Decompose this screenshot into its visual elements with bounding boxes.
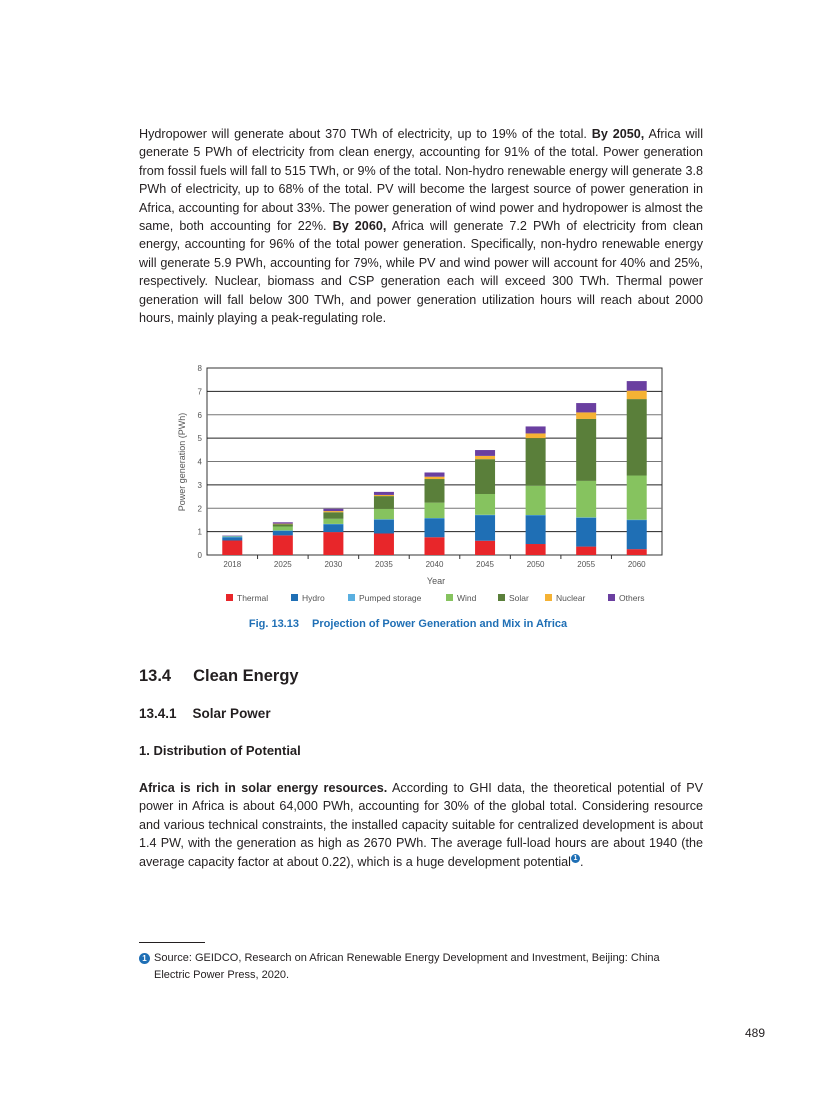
bar-segment-pumped-storage-2060 [627, 520, 647, 521]
bar-segment-wind-2045 [475, 494, 495, 515]
bold-text-run: By 2050, [591, 127, 645, 141]
bar-segment-nuclear-2025 [273, 524, 293, 525]
subsection-title: Solar Power [192, 706, 271, 721]
legend-label: Nuclear [556, 593, 586, 603]
figure-title: Projection of Power Generation and Mix in Africa [312, 618, 568, 630]
bar-segment-hydro-2035 [374, 519, 394, 533]
legend-label: Pumped storage [359, 593, 422, 603]
figure-number: Fig. 13.13 [248, 618, 299, 630]
y-axis-label: Power generation (PWh) [177, 412, 187, 512]
bar-segment-hydro-2055 [576, 518, 596, 547]
footnote-marker-icon: 1 [139, 953, 150, 964]
y-tick-label: 2 [197, 504, 202, 514]
bar-segment-nuclear-2060 [627, 391, 647, 399]
x-tick-label: 2025 [273, 560, 292, 569]
text-run: Hydropower will generate about 370 TWh of electricity, up to 19% of the total. [139, 127, 592, 141]
bar-segment-nuclear-2035 [374, 495, 394, 496]
text-run: Africa will generate 5 PWh of electricity from clean energy, accounting for 91% of the total. Power generation from fossil fuels will fall to 515 TWh, or 9% of the total. Non-hydro renewable energy will generate 3.8 PWh of electricity, up to 68% of the total. PV will become the largest source of power generation in Africa, accounting for about 33%. The power generation of wind power and hydropower is almost the same, both accounting for 22%. [139, 127, 703, 234]
legend-swatch-nuclear [545, 594, 552, 601]
y-tick-label: 4 [197, 457, 202, 467]
body-paragraph-1 [139, 125, 703, 327]
bar-segment-others-2045 [475, 450, 495, 456]
bar-segment-wind-2055 [576, 481, 596, 517]
section-title: Clean Energy [193, 667, 299, 685]
x-tick-label: 2055 [577, 560, 596, 569]
bar-segment-wind-2060 [627, 476, 647, 520]
bar-segment-thermal-2040 [425, 537, 445, 555]
bar-segment-pumped-storage-2025 [273, 530, 293, 531]
bar-segment-pumped-storage-2030 [323, 524, 343, 525]
x-tick-label: 2030 [324, 560, 343, 569]
bar-segment-wind-2025 [273, 526, 293, 530]
subsubsection-heading: 1. Distribution of Potential [139, 743, 301, 758]
bar-segment-wind-2050 [526, 486, 546, 515]
bar-segment-solar-2025 [273, 524, 293, 526]
y-tick-label: 8 [197, 364, 202, 373]
bar-segment-nuclear-2055 [576, 412, 596, 419]
legend-swatch-others [608, 594, 615, 601]
legend-label: Thermal [237, 593, 269, 603]
page-number: 489 [745, 1026, 766, 1040]
bar-segment-others-2025 [273, 522, 293, 523]
bar-segment-wind-2018 [222, 536, 242, 537]
y-tick-label: 0 [197, 551, 202, 560]
subsection-number: 13.4.1 [139, 706, 177, 721]
bar-segment-solar-2055 [576, 419, 596, 481]
bar-segment-hydro-2025 [273, 531, 293, 536]
x-tick-label: 2040 [425, 560, 444, 569]
bold-text-run: By 2060, [332, 219, 387, 234]
footnote-text-line1: Source: GEIDCO, Research on African Renewable Energy Development and Investment, Beijing: China [154, 952, 660, 964]
bar-segment-others-2055 [576, 403, 596, 412]
bar-segment-others-2040 [425, 472, 445, 476]
bar-segment-solar-2060 [627, 399, 647, 475]
bar-segment-others-2030 [323, 509, 343, 511]
bar-segment-wind-2030 [323, 519, 343, 524]
text-run: Africa will generate 7.2 PWh of electricity from clean energy, accounting for 96% of the total power generation. Specifically, non-hydro renewable energy will generate 5.9 PWh, accounting for 79%, while PV and wind power will account for 40% and 25%, respectively. Nuclear, biomass and CSP generation each will exceed 300 TWh. Thermal power generation will fall below 300 TWh, and power generation utilization hours will reach about 2000 hours, mainly playing a peak-regulating role. [139, 219, 703, 326]
bar-segment-solar-2030 [323, 512, 343, 519]
legend-label: Hydro [302, 593, 325, 603]
x-tick-label: 2050 [526, 560, 545, 569]
body-paragraph-2 [139, 779, 703, 871]
legend-swatch-thermal [226, 594, 233, 601]
text-run: According to GHI data, the theoretical potential of PV power in Africa is about 64,000 PWh, accounting for 30% of the global total. Considering resource and various technical constraints, the installed capacity suitable for centralized development is about 1.4 PW, with the generation as high as 2670 PWh. The average full-load hours are about 1940 (the average capacity factor at about 0.22), which is a huge development potential [139, 781, 703, 869]
x-axis-label: Year [426, 576, 446, 586]
section-heading [139, 667, 299, 686]
bar-segment-thermal-2030 [323, 532, 343, 555]
bar-segment-others-2035 [374, 492, 394, 495]
bar-segment-wind-2040 [425, 503, 445, 518]
bar-segment-hydro-2050 [526, 515, 546, 544]
bar-segment-others-2050 [526, 426, 546, 433]
legend-swatch-hydro [291, 594, 298, 601]
bar-segment-pumped-storage-2018 [222, 537, 242, 538]
bar-segment-pumped-storage-2040 [425, 518, 445, 519]
y-tick-label: 6 [197, 410, 202, 420]
bar-segment-nuclear-2030 [323, 511, 343, 512]
legend-swatch-wind [446, 594, 453, 601]
legend-label: Solar [509, 593, 529, 603]
y-tick-label: 1 [197, 527, 202, 537]
bar-segment-thermal-2050 [526, 544, 546, 555]
bar-segment-hydro-2030 [323, 524, 343, 532]
bar-segment-nuclear-2045 [475, 456, 495, 459]
text-run: . [579, 854, 584, 869]
bar-segment-hydro-2018 [222, 537, 242, 540]
footnote-reference-icon[interactable]: 1 [571, 854, 580, 863]
bar-segment-pumped-storage-2050 [526, 515, 546, 516]
bar-segment-others-2018 [222, 536, 242, 537]
bar-segment-nuclear-2050 [526, 433, 546, 438]
bar-segment-thermal-2035 [374, 533, 394, 555]
bar-segment-solar-2050 [526, 438, 546, 486]
footnote [139, 950, 703, 984]
bar-segment-hydro-2060 [627, 520, 647, 549]
bar-segment-hydro-2040 [425, 518, 445, 537]
footnote-divider [139, 942, 205, 943]
stacked-bar-chart [170, 360, 670, 610]
figure-caption [0, 618, 816, 630]
bar-segment-pumped-storage-2055 [576, 517, 596, 518]
y-tick-label: 7 [197, 387, 202, 397]
bar-segment-pumped-storage-2035 [374, 519, 394, 520]
bar-segment-thermal-2055 [576, 547, 596, 555]
bar-segment-others-2060 [627, 381, 647, 391]
x-tick-label: 2045 [476, 560, 494, 569]
bar-segment-wind-2035 [374, 509, 394, 519]
legend-swatch-pumped-storage [348, 594, 355, 601]
footnote-text-line2: Electric Power Press, 2020. [154, 969, 290, 981]
subsection-heading [139, 706, 271, 721]
bar-segment-nuclear-2040 [425, 477, 445, 479]
x-tick-label: 2018 [223, 560, 242, 569]
x-tick-label: 2060 [627, 560, 646, 569]
bar-segment-thermal-2025 [273, 535, 293, 555]
legend-label: Others [619, 593, 645, 603]
bar-segment-solar-2040 [425, 479, 445, 503]
bar-segment-pumped-storage-2045 [475, 515, 495, 516]
legend-swatch-solar [498, 594, 505, 601]
bar-segment-solar-2035 [374, 496, 394, 509]
bold-text-run: Africa is rich in solar energy resources. [139, 781, 388, 795]
bar-segment-solar-2045 [475, 459, 495, 494]
bar-segment-thermal-2060 [627, 549, 647, 555]
bar-segment-thermal-2045 [475, 541, 495, 555]
legend-label: Wind [457, 593, 477, 603]
y-tick-label: 5 [197, 434, 202, 444]
x-tick-label: 2035 [375, 560, 393, 569]
bar-segment-thermal-2018 [222, 541, 242, 555]
y-tick-label: 3 [197, 480, 202, 490]
bar-segment-hydro-2045 [475, 515, 495, 541]
section-number: 13.4 [139, 667, 172, 685]
